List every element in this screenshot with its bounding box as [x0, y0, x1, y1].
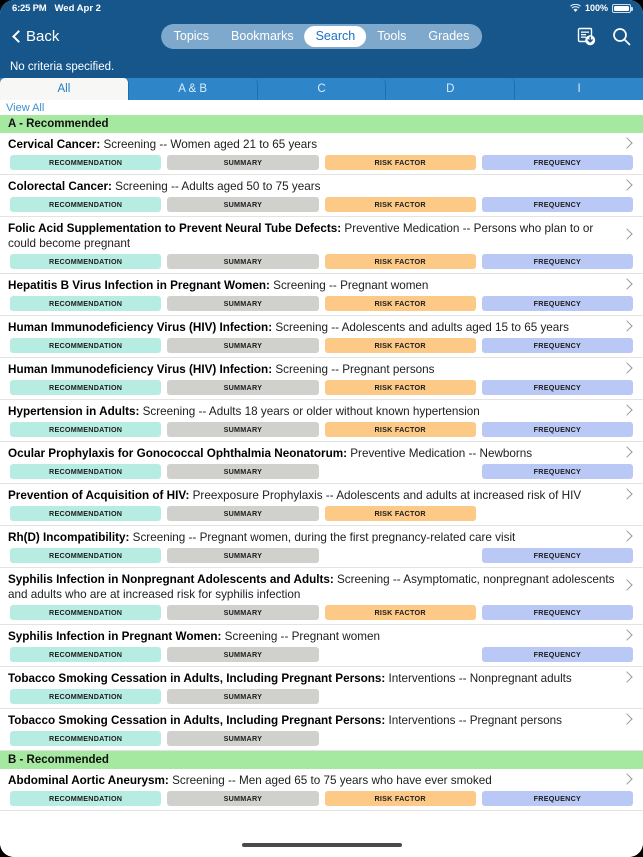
list-item-title — [0, 217, 643, 254]
risk-factor-button[interactable]: RISK FACTOR — [325, 605, 476, 620]
list-item-topic: Abdominal Aortic Aneurysm: — [8, 774, 169, 787]
list-item-title — [0, 175, 643, 197]
action-button-placeholder — [325, 647, 476, 662]
chevron-right-icon[interactable] — [623, 321, 633, 331]
segment-grades[interactable]: Grades — [428, 28, 470, 43]
tab-a-and-b[interactable]: A & B — [129, 78, 258, 100]
status-right-cluster — [570, 3, 631, 13]
list-item-topic: Human Immunodeficiency Virus (HIV) Infection: — [8, 321, 273, 334]
list-item-topic: Tobacco Smoking Cessation in Adults, Including Pregnant Persons: — [8, 714, 386, 727]
list-item-title — [0, 625, 643, 647]
list-item-detail: Screening -- Men aged 65 to 75 years who have ever smoked — [168, 774, 492, 787]
action-button-placeholder — [325, 548, 476, 563]
risk-factor-button[interactable]: RISK FACTOR — [325, 197, 476, 212]
action-button-row — [0, 197, 643, 216]
summary-button[interactable]: SUMMARY — [167, 380, 318, 395]
summary-button[interactable]: SUMMARY — [167, 647, 318, 662]
action-button-row — [0, 464, 643, 483]
action-button-row — [0, 155, 643, 174]
chevron-right-icon[interactable] — [623, 672, 633, 682]
action-button-placeholder — [325, 689, 476, 704]
frequency-button[interactable]: FREQUENCY — [482, 380, 633, 395]
frequency-button[interactable]: FREQUENCY — [482, 791, 633, 806]
tab-all[interactable]: All — [0, 78, 129, 100]
list-item-title — [0, 274, 643, 296]
list-item-title — [0, 769, 643, 791]
chevron-right-icon[interactable] — [623, 138, 633, 148]
recommendation-button[interactable]: RECOMMENDATION — [10, 548, 161, 563]
chevron-right-icon[interactable] — [623, 229, 633, 239]
action-button-placeholder — [325, 731, 476, 746]
recommendation-button[interactable]: RECOMMENDATION — [10, 605, 161, 620]
list-item-topic: Cervical Cancer: — [8, 138, 101, 151]
recommendation-button[interactable]: RECOMMENDATION — [10, 338, 161, 353]
action-button-row — [0, 422, 643, 441]
list-item[interactable] — [0, 769, 643, 811]
list-item-detail: Screening -- Pregnant women, during the first pregnancy-related care visit — [129, 531, 516, 544]
chevron-right-icon[interactable] — [623, 714, 633, 724]
list-item-title — [0, 709, 643, 731]
list-item[interactable] — [0, 358, 643, 400]
segment-search[interactable]: Search — [305, 26, 367, 47]
summary-button[interactable]: SUMMARY — [167, 605, 318, 620]
action-button-placeholder — [482, 731, 633, 746]
nav-actions — [577, 27, 631, 46]
list-item-topic: Tobacco Smoking Cessation in Adults, Including Pregnant Persons: — [8, 672, 386, 685]
risk-factor-button[interactable]: RISK FACTOR — [325, 380, 476, 395]
frequency-button[interactable]: FREQUENCY — [482, 155, 633, 170]
list-item-title — [0, 133, 643, 155]
list-item-topic: Hepatitis B Virus Infection in Pregnant Women: — [8, 279, 270, 292]
list-item-detail: Screening -- Adolescents and adults aged 15 to 65 years — [272, 321, 570, 334]
list-item-title — [0, 358, 643, 380]
frequency-button[interactable]: FREQUENCY — [482, 605, 633, 620]
list-item-topic: Colorectal Cancer: — [8, 180, 112, 193]
chevron-right-icon[interactable] — [623, 580, 633, 590]
list-item-detail: Screening -- Pregnant persons — [272, 363, 435, 376]
summary-button[interactable]: SUMMARY — [167, 422, 318, 437]
risk-factor-button[interactable]: RISK FACTOR — [325, 338, 476, 353]
recommendation-button[interactable]: RECOMMENDATION — [10, 506, 161, 521]
risk-factor-button[interactable]: RISK FACTOR — [325, 296, 476, 311]
list-item-title — [0, 442, 643, 464]
risk-factor-button[interactable]: RISK FACTOR — [325, 254, 476, 269]
action-button-row — [0, 791, 643, 810]
frequency-button[interactable]: FREQUENCY — [482, 296, 633, 311]
action-button-placeholder — [482, 506, 633, 521]
action-button-row — [0, 254, 643, 273]
summary-button[interactable]: SUMMARY — [167, 506, 318, 521]
status-date: Wed Apr 2 — [54, 2, 101, 14]
action-button-row — [0, 296, 643, 315]
list-item-topic: Syphilis Infection in Nonpregnant Adolescents and Adults: — [8, 573, 334, 586]
list-item-topic: Ocular Prophylaxis for Gonococcal Ophthalmia Neonatorum: — [8, 447, 348, 460]
chevron-right-icon[interactable] — [623, 405, 633, 415]
view-all-link[interactable]: View All — [6, 101, 45, 114]
risk-factor-button[interactable]: RISK FACTOR — [325, 506, 476, 521]
section-header: A - Recommended — [0, 115, 643, 133]
frequency-button[interactable]: FREQUENCY — [482, 647, 633, 662]
action-button-row — [0, 647, 643, 666]
action-button-row — [0, 338, 643, 357]
tab-d[interactable]: D — [386, 78, 515, 100]
recommendation-button[interactable]: RECOMMENDATION — [10, 422, 161, 437]
chevron-right-icon[interactable] — [623, 447, 633, 457]
summary-button[interactable]: SUMMARY — [167, 338, 318, 353]
summary-button[interactable]: SUMMARY — [167, 296, 318, 311]
chevron-right-icon[interactable] — [623, 279, 633, 289]
frequency-button[interactable]: FREQUENCY — [482, 422, 633, 437]
summary-button[interactable]: SUMMARY — [167, 254, 318, 269]
list-item[interactable] — [0, 709, 643, 751]
frequency-button[interactable]: FREQUENCY — [482, 338, 633, 353]
recommendation-button[interactable]: RECOMMENDATION — [10, 791, 161, 806]
search-criteria-bar — [0, 56, 643, 78]
summary-button[interactable]: SUMMARY — [167, 464, 318, 479]
list-item-topic: Rh(D) Incompatibility: — [8, 531, 130, 544]
list-item-topic: Folic Acid Supplementation to Prevent Neural Tube Defects: — [8, 222, 342, 235]
list-item[interactable] — [0, 442, 643, 484]
recommendation-button[interactable]: RECOMMENDATION — [10, 380, 161, 395]
list-item[interactable] — [0, 526, 643, 568]
recommendation-button[interactable]: RECOMMENDATION — [10, 296, 161, 311]
summary-button[interactable]: SUMMARY — [167, 548, 318, 563]
list-item-detail: Preventive Medication -- Newborns — [347, 447, 533, 460]
list-item[interactable] — [0, 625, 643, 667]
view-all-bar — [0, 100, 643, 115]
action-button-row — [0, 506, 643, 525]
segmented-control — [161, 24, 483, 49]
list-item-detail: Preventive Medication -- Persons who plan to or could become pregnant — [8, 222, 594, 250]
section-header: B - Recommended — [0, 751, 643, 769]
action-button-row — [0, 605, 643, 624]
action-button-placeholder — [325, 464, 476, 479]
list-item-detail: Preexposure Prophylaxis -- Adolescents and adults at increased risk of HIV — [189, 489, 582, 502]
recommendation-list[interactable] — [0, 115, 643, 833]
recommendation-button[interactable]: RECOMMENDATION — [10, 155, 161, 170]
risk-factor-button[interactable]: RISK FACTOR — [325, 791, 476, 806]
summary-button[interactable]: SUMMARY — [167, 155, 318, 170]
recommendation-button[interactable]: RECOMMENDATION — [10, 254, 161, 269]
list-item-topic: Human Immunodeficiency Virus (HIV) Infection: — [8, 363, 273, 376]
list-item-title — [0, 400, 643, 422]
home-indicator[interactable] — [242, 843, 402, 847]
frequency-button[interactable]: FREQUENCY — [482, 464, 633, 479]
list-item[interactable] — [0, 133, 643, 175]
list-item[interactable] — [0, 484, 643, 526]
battery-percent: 100% — [584, 3, 608, 13]
list-item[interactable] — [0, 667, 643, 709]
frequency-button[interactable]: FREQUENCY — [482, 197, 633, 212]
back-button[interactable] — [12, 28, 59, 45]
list-item-detail: Screening -- Pregnant women — [269, 279, 429, 292]
list-item-detail: Screening -- Adults 18 years or older without known hypertension — [139, 405, 480, 418]
summary-button[interactable]: SUMMARY — [167, 731, 318, 746]
battery-icon — [612, 4, 631, 13]
segment-tools[interactable]: Tools — [377, 28, 407, 43]
list-item-title — [0, 316, 643, 338]
status-time: 6:25 PM — [12, 2, 47, 14]
grade-tab-bar — [0, 78, 643, 100]
recommendation-button[interactable]: RECOMMENDATION — [10, 647, 161, 662]
navigation-bar — [0, 16, 643, 56]
list-item-topic: Hypertension in Adults: — [8, 405, 140, 418]
list-item[interactable] — [0, 316, 643, 358]
segment-topics[interactable]: Topics — [173, 28, 210, 43]
chevron-left-icon — [12, 29, 21, 44]
recommendation-button[interactable]: RECOMMENDATION — [10, 731, 161, 746]
summary-button[interactable]: SUMMARY — [167, 197, 318, 212]
action-button-row — [0, 380, 643, 399]
tab-c[interactable]: C — [258, 78, 387, 100]
list-item-topic: Syphilis Infection in Pregnant Women: — [8, 630, 222, 643]
wifi-icon — [570, 4, 581, 13]
segment-bookmarks[interactable]: Bookmarks — [231, 28, 294, 43]
summary-button[interactable]: SUMMARY — [167, 791, 318, 806]
action-button-row — [0, 731, 643, 750]
home-indicator-area — [0, 833, 643, 857]
list-item-detail: Screening -- Pregnant women — [221, 630, 380, 643]
action-button-row — [0, 689, 643, 708]
status-bar — [0, 0, 643, 16]
action-button-row — [0, 548, 643, 567]
chevron-right-icon[interactable] — [623, 774, 633, 784]
list-item-title — [0, 526, 643, 548]
list-item[interactable] — [0, 217, 643, 274]
action-button-placeholder — [482, 689, 633, 704]
search-icon[interactable] — [612, 27, 631, 46]
recommendation-button[interactable]: RECOMMENDATION — [10, 689, 161, 704]
chevron-right-icon[interactable] — [623, 489, 633, 499]
list-item-title — [0, 484, 643, 506]
back-button-label: Back — [26, 27, 60, 45]
risk-factor-button[interactable]: RISK FACTOR — [325, 155, 476, 170]
chevron-right-icon[interactable] — [623, 180, 633, 190]
frequency-button[interactable]: FREQUENCY — [482, 548, 633, 563]
list-item[interactable] — [0, 568, 643, 625]
list-item[interactable] — [0, 400, 643, 442]
list-item[interactable] — [0, 175, 643, 217]
tab-i[interactable]: I — [515, 78, 643, 100]
list-item[interactable] — [0, 274, 643, 316]
list-item-detail: Screening -- Adults aged 50 to 75 years — [111, 180, 321, 193]
list-item-detail: Interventions -- Nonpregnant adults — [385, 672, 572, 685]
chevron-right-icon[interactable] — [623, 363, 633, 373]
list-item-title — [0, 568, 643, 605]
summary-button[interactable]: SUMMARY — [167, 689, 318, 704]
chevron-right-icon[interactable] — [623, 531, 633, 541]
search-criteria-text: No criteria specified. — [10, 61, 115, 73]
recommendation-button[interactable]: RECOMMENDATION — [10, 464, 161, 479]
document-download-icon[interactable] — [577, 27, 596, 46]
recommendation-button[interactable]: RECOMMENDATION — [10, 197, 161, 212]
list-item-title — [0, 667, 643, 689]
frequency-button[interactable]: FREQUENCY — [482, 254, 633, 269]
list-item-detail: Screening -- Asymptomatic, nonpregnant adolescents and adults who are at increased risk for syphilis infection — [8, 573, 615, 601]
list-item-topic: Prevention of Acquisition of HIV: — [8, 489, 190, 502]
chevron-right-icon[interactable] — [623, 630, 633, 640]
risk-factor-button[interactable]: RISK FACTOR — [325, 422, 476, 437]
list-item-detail: Interventions -- Pregnant persons — [385, 714, 563, 727]
list-item-detail: Screening -- Women aged 21 to 65 years — [100, 138, 318, 151]
